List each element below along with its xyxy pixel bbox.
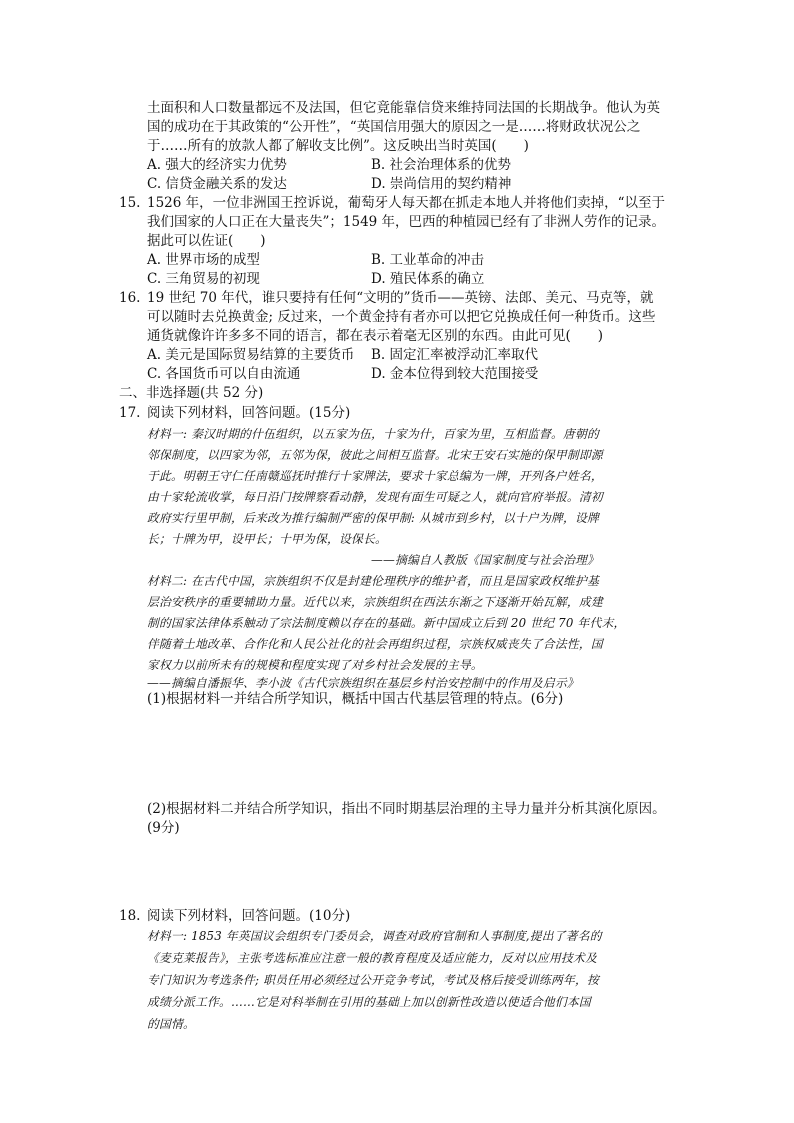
q18-material1-line-1: 材料一: 1853 年英国议会组织专门委员会，调查对政府官制和人事制度,提出了著名的	[147, 929, 602, 943]
q17-material2-line-3: 制的国家法律体系触动了宗法制度赖以存在的基础。新中国成立后到 20 世纪 70 年代末，	[147, 616, 626, 630]
q17-material1-line-6: 长；十牌为甲，设甲长；十甲为保，设保长。	[147, 532, 387, 546]
q17-subquestion-2-line-1: (2)根据材料二并结合所学知识，指出不同时期基层治理的主导力量并分析其演化原因。	[147, 801, 666, 817]
q17-source1: ——摘编自人教版《国家制度与社会治理》	[371, 553, 599, 567]
q17-material1-line-1: 材料一: 秦汉时期的什伍组织，以五家为伍，十家为什，百家为里，互相监督。唐朝的	[147, 427, 600, 441]
q15-line-1: 1526 年，一位非洲国王控诉说，葡萄牙人每天都在抓走本地人并将他们卖掉，“以至于	[147, 195, 666, 211]
q15-option-c: C. 三角贸易的初现	[147, 271, 260, 287]
q17-material1-line-5: 政府实行里甲制，后来改为推行编制严密的保甲制: 从城市到乡村，以十户为牌，设牌	[147, 511, 600, 525]
q16-option-c: C. 各国货币可以自由流通	[147, 366, 301, 382]
q17-material1-line-4: 由十家轮流收掌，每日沿门按牌察看动静，发现有面生可疑之人，就向官府举报。清初	[147, 490, 603, 504]
q18-intro: 阅读下列材料，回答问题。(10分)	[147, 908, 351, 924]
q16-line-3: 通货就像许许多多不同的语言，都在表示着毫无区别的东西。由此可见( )	[147, 328, 604, 344]
q17-subquestion-2-line-2: (9分)	[147, 820, 180, 836]
q17-intro: 阅读下列材料，回答问题。(15分)	[147, 405, 351, 421]
q18-material1-line-4: 成绩分派工作。……它是对科举制在引用的基础上加以创新性改造以使适合他们本国	[147, 995, 591, 1009]
q14-option-a: A. 强大的经济实力优势	[147, 157, 287, 173]
q17-subquestion-1: (1)根据材料一并结合所学知识，概括中国古代基层管理的特点。(6分)	[147, 691, 564, 707]
q17-material2-line-2: 层治安秩序的重要辅助力量。近代以来，宗族组织在西法东渐之下逐渐开始瓦解，成建	[147, 595, 603, 609]
q18-number: 18.	[119, 908, 141, 924]
q14-option-c: C. 信贷金融关系的发达	[147, 176, 287, 192]
q17-material2-line-5: 家权力以前所未有的规模和程度实现了对乡村社会发展的主导。	[147, 658, 483, 672]
q15-option-a: A. 世界市场的成型	[147, 252, 260, 268]
q17-material2-line-4: 伴随着土地改革、合作化和人民公社化的社会再组织过程，宗族权威丧失了合法性，国	[147, 637, 603, 651]
q17-number: 17.	[119, 405, 141, 421]
q16-number: 16.	[119, 290, 141, 306]
q16-line-1: 19 世纪 70 年代，谁只要持有任何“文明的”货币——英镑、法郎、美元、马克等，就	[147, 290, 654, 306]
q14-line-1: 土面积和人口数量都远不及法国，但它竟能靠信贷来维持同法国的长期战争。他认为英	[147, 100, 660, 116]
q17-source2: ——摘编自潘振华、李小波《古代宗族组织在基层乡村治安控制中的作用及启示》	[147, 676, 579, 690]
q14-line-2: 国的成功在于其政策的“公开性”，“英国信用强大的原因之一是……将财政状况公之	[147, 119, 641, 135]
q14-option-d: D. 崇尚信用的契约精神	[371, 176, 512, 192]
q16-option-d: D. 金本位得到较大范围接受	[371, 366, 539, 382]
q18-material1-line-2: 《麦克莱报告》，主张考选标准应注意一般的教育程度及适应能力，反对以应用技术及	[147, 951, 597, 965]
q17-material1-line-2: 邻保制度，以四家为邻，五邻为保，彼此之间相互监督。北宋王安石实施的保甲制即源	[147, 448, 603, 462]
q15-line-3: 据此可以佐证( )	[147, 233, 266, 249]
q15-number: 15.	[119, 195, 141, 211]
q17-answer-space-1[interactable]	[147, 712, 687, 794]
q16-option-b: B. 固定汇率被浮动汇率取代	[371, 347, 539, 363]
q18-material1-line-5: 的国情。	[147, 1017, 195, 1031]
q15-option-b: B. 工业革命的冲击	[371, 252, 485, 268]
q15-option-d: D. 殖民体系的确立	[371, 271, 485, 287]
q16-option-a: A. 美元是国际贸易结算的主要货币	[147, 347, 355, 363]
section-2-title: 二、非选择题(共 52 分)	[119, 385, 264, 401]
q17-material1-line-3: 于此。明朝王守仁任南赣巡抚时推行十家牌法，要求十家总编为一牌，开列各户姓名，	[147, 469, 603, 483]
q14-option-b: B. 社会治理体系的优势	[371, 157, 512, 173]
q15-line-2: 我们国家的人口正在大量丧失”；1549 年，巴西的种植园已经有了非洲人劳作的记录。	[147, 214, 666, 230]
q17-answer-space-2[interactable]	[147, 842, 687, 902]
q17-material2-line-1: 材料二: 在古代中国，宗族组织不仅是封建伦理秩序的维护者，而且是国家政权维护基	[147, 574, 600, 588]
q16-line-2: 可以随时去兑换黄金; 反过来，一个黄金持有者亦可以把它兑换成任何一种货币。这些	[147, 309, 656, 325]
q14-line-3: 于……所有的放款人都了解收支比例”。这反映出当时英国( )	[147, 138, 529, 154]
q18-material1-line-3: 专门知识为考选条件; 职员任用必须经过公开竞争考试，考试及格后接受训练两年，按	[147, 973, 600, 987]
